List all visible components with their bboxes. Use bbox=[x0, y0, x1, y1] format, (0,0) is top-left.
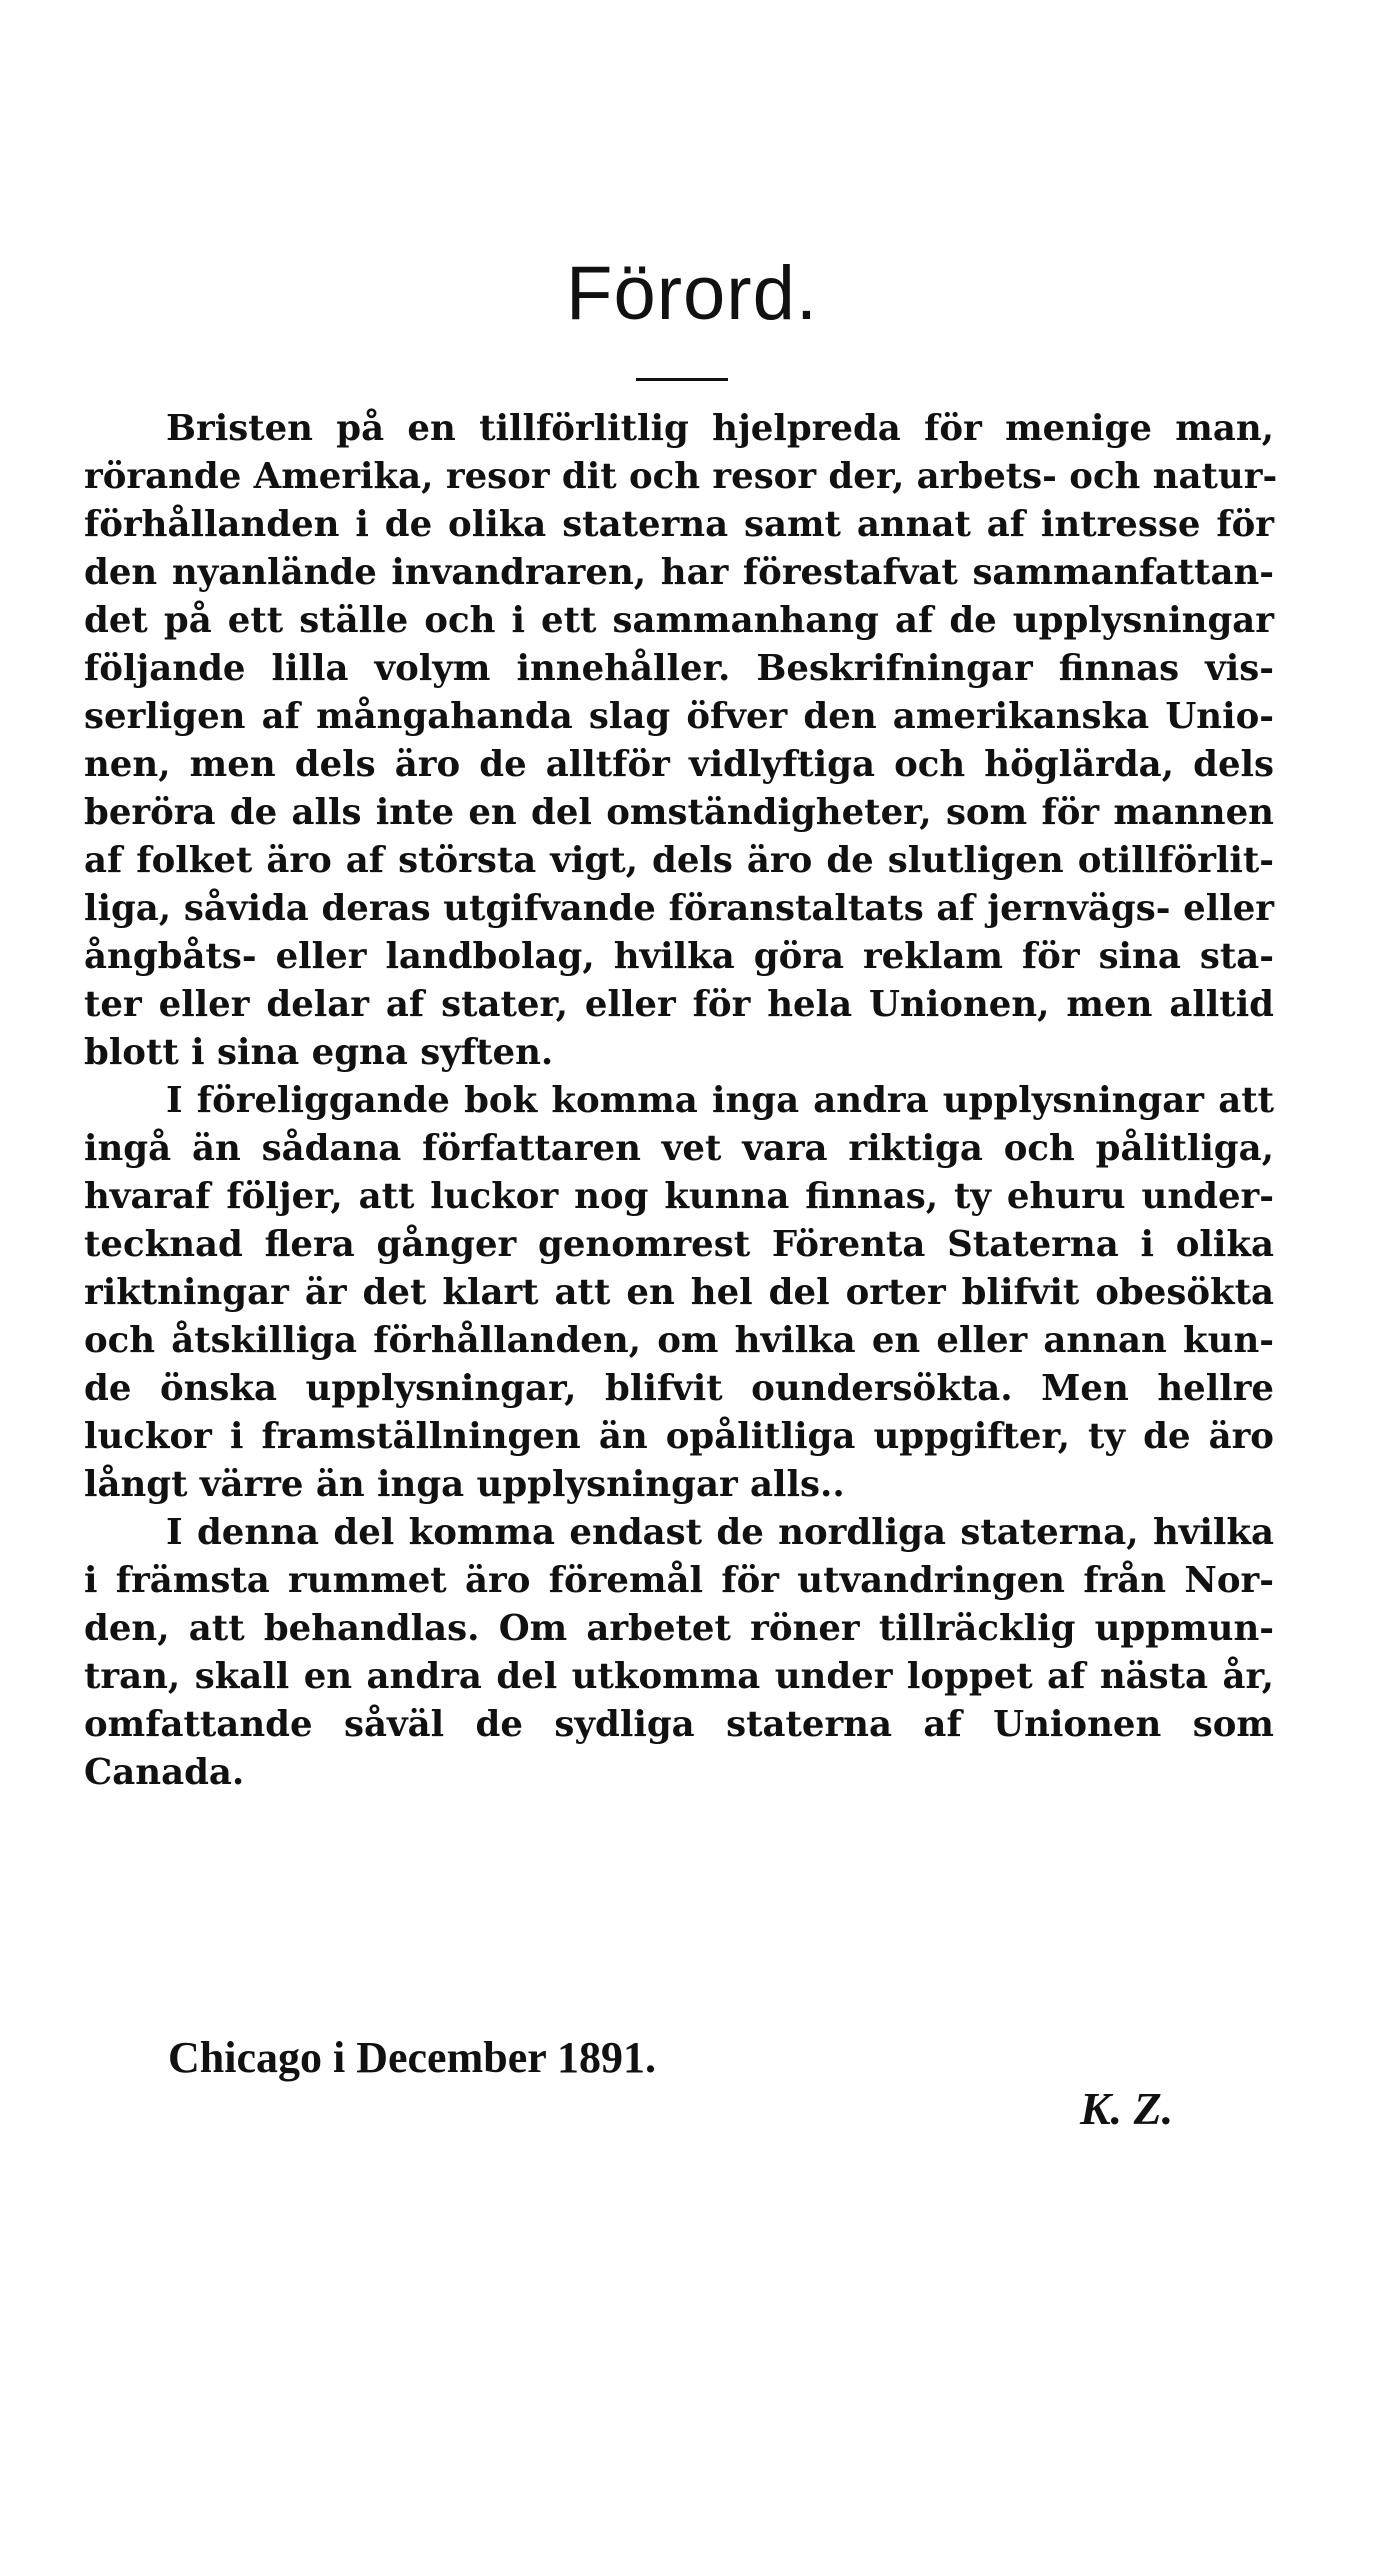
text-line: den nyanlände invandraren, har förestafvat sammanfattan- bbox=[84, 552, 1274, 593]
text-line: de önska upplysningar, blifvit oundersökta. Men hellre bbox=[84, 1368, 1274, 1409]
text-line: förhållanden i de olika staterna samt annat af intresse för bbox=[84, 504, 1274, 545]
text-line: blott i sina egna syften. bbox=[84, 1032, 554, 1073]
text-line: Bristen på en tillförlitlig hjelpreda för menige man, bbox=[166, 408, 1274, 449]
preface-body bbox=[84, 405, 1278, 1797]
author-signature: K. Z. bbox=[1080, 2083, 1174, 2134]
page-title: Förord. bbox=[566, 251, 818, 336]
paragraph bbox=[84, 1077, 1274, 1509]
text-line: rörande Amerika, resor dit och resor der, arbets- och natur- bbox=[84, 456, 1278, 497]
text-line: långt värre än inga upplysningar alls.. bbox=[84, 1464, 845, 1505]
title-divider bbox=[636, 378, 728, 381]
text-line: ångbåts- eller landbolag, hvilka göra reklam för sina sta- bbox=[84, 936, 1274, 977]
text-line: det på ett ställe och i ett sammanhang af de upplysningar bbox=[84, 600, 1274, 641]
text-line: beröra de alls inte en del omständigheter, som för mannen bbox=[84, 792, 1274, 833]
text-line: riktningar är det klart att en hel del orter blifvit obesökta bbox=[84, 1272, 1274, 1313]
text-line: och åtskilliga förhållanden, om hvilka en eller annan kun- bbox=[84, 1320, 1274, 1361]
text-line: följande lilla volym innehåller. Beskrifningar finnas vis- bbox=[84, 648, 1274, 689]
text-line: nen, men dels äro de alltför vidlyftiga och höglärda, dels bbox=[84, 744, 1274, 785]
text-line: tecknad flera gånger genomrest Förenta Staterna i olika bbox=[84, 1224, 1274, 1265]
paragraph bbox=[84, 405, 1278, 1077]
place-and-date: Chicago i December 1891. bbox=[168, 2033, 656, 2082]
text-line: den, att behandlas. Om arbetet röner tillräcklig uppmun- bbox=[84, 1608, 1274, 1649]
text-line: serligen af mångahanda slag öfver den amerikanska Unio- bbox=[84, 696, 1274, 737]
text-line: ter eller delar af stater, eller för hela Unionen, men alltid bbox=[84, 984, 1274, 1025]
text-line: luckor i framställningen än opålitliga uppgifter, ty de äro bbox=[84, 1416, 1274, 1457]
text-line: af folket äro af största vigt, dels äro de slutligen otillförlit- bbox=[84, 840, 1274, 881]
text-line: liga, såvida deras utgifvande föranstaltats af jernvägs- eller bbox=[84, 888, 1274, 929]
text-line: I denna del komma endast de nordliga staterna, hvilka bbox=[166, 1512, 1274, 1553]
text-line: ingå än sådana författaren vet vara riktiga och pålitliga, bbox=[84, 1128, 1274, 1169]
paragraph bbox=[84, 1509, 1274, 1797]
text-line: Canada. bbox=[84, 1752, 245, 1793]
text-line: tran, skall en andra del utkomma under loppet af nästa år, bbox=[84, 1656, 1274, 1697]
text-line: omfattande såväl de sydliga staterna af Unionen som bbox=[84, 1704, 1274, 1745]
text-line: i främsta rummet äro föremål för utvandringen från Nor- bbox=[84, 1560, 1274, 1601]
text-line: hvaraf följer, att luckor nog kunna finnas, ty ehuru under- bbox=[84, 1176, 1274, 1217]
text-line: I föreliggande bok komma inga andra upplysningar att bbox=[166, 1080, 1274, 1121]
